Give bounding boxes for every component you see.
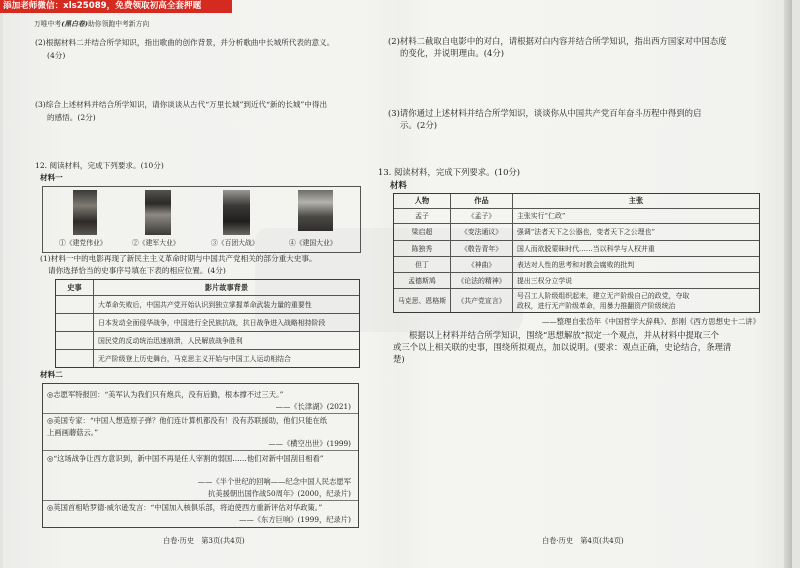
claim-cell — [512, 289, 759, 312]
person-cell: 梁启超 — [411, 228, 433, 236]
q11-3-line-1: (3)综合上述材料并结合所学知识，请你谈谈从古代“万里长城”到近代“新的长城”中得出 — [35, 100, 328, 109]
work-cell: 《变法通议》 — [450, 224, 512, 240]
table-header-row — [394, 194, 759, 208]
table-row — [394, 223, 759, 240]
person-cell: 但丁 — [415, 260, 429, 269]
work-cell: 《论法的精神》 — [450, 273, 512, 288]
table-row — [394, 240, 759, 256]
claim-line: 政权，进行无产阶级革命，用暴力推翻资产阶级统治 — [517, 301, 676, 310]
film-dialogue-box — [42, 383, 359, 528]
quote-text: ◎“这场战争让西方意识到，新中国不再是任人宰割的弱国……他们对新中国刮目相看” — [47, 454, 324, 463]
film-background-table — [55, 279, 360, 368]
q11-3-line-2: 的感悟。(2分) — [47, 113, 96, 122]
film-background-cell: 大革命失败后，中国共产党开始认识到独立掌握革命武装力量的重要性 — [93, 296, 359, 313]
q12-2-line-2: 的变化，并说明理由。(4分) — [400, 48, 504, 58]
quote-source: 抗美援朝出国作战50周年》(2000，纪录片) — [207, 489, 351, 498]
poster-caption: ③《百团大战》 — [211, 239, 259, 247]
event-answer-cell — [56, 296, 93, 313]
event-answer-cell — [56, 314, 93, 331]
person-cell: 陈独秀 — [411, 244, 433, 253]
claim-cell: 国人而欲脱蒙昧时代……当以科学与人权并重 — [512, 241, 759, 256]
work-cell: 《敬告青年》 — [450, 241, 512, 256]
q12-3-line-2: 示。(2分) — [400, 120, 437, 130]
poster-caption: ①《建党伟业》 — [59, 239, 107, 247]
q13-prompt-line-3: 楚) — [393, 354, 405, 364]
poster-caption: ②《建军大业》 — [132, 239, 180, 247]
poster-caption: ④《建国大业》 — [289, 239, 337, 247]
divider — [43, 500, 358, 501]
table-header-cell: 人物 — [414, 196, 430, 205]
quote-text: 上画画蘑菇云。” — [47, 428, 99, 437]
claim-cell: 提出三权分立学说 — [512, 273, 759, 288]
table-row — [394, 288, 759, 312]
material-2-label: 材料二 — [40, 370, 63, 379]
claim-cell: 强调“法者天下之公器也，变者天下之公理也” — [512, 224, 759, 240]
q11-2-line-1: (2)根据材料二并结合所学知识，指出歌曲的创作背景，并分析歌曲中长城所代表的意义。 — [35, 38, 335, 47]
table-header-cell: 主张 — [512, 194, 759, 208]
table-row — [56, 313, 359, 331]
movie-poster-image — [73, 190, 97, 235]
thinkers-table — [393, 193, 760, 313]
film-background-cell: 无产阶级登上历史舞台，马克思主义开始与中国工人运动相结合 — [93, 350, 359, 367]
page-footer-left: 白卷·历史 第3页(共4页) — [163, 536, 245, 545]
table-row — [394, 256, 759, 272]
claim-line: 号召工人阶级组织起来，建立无产阶级自己的政党，夺取 — [517, 291, 690, 300]
quote-text: ◎英国首相哈罗德·威尔逊发言：“中国加入核俱乐部，将迫使西方重新评估对华政策。” — [47, 503, 323, 512]
q13-prompt-line-2: 或三个以上相关联的史事，围绕所拟观点，加以说明。(要求：观点正确，史论结合，条理清 — [393, 342, 732, 352]
work-cell: 《共产党宣言》 — [450, 289, 512, 312]
person-cell: 孟子 — [415, 212, 429, 220]
q13-source-note: ——整理自张岱年《中国哲学大辞典》、彭刚《西方思想史十二讲》 — [541, 317, 760, 326]
claim-cell: 主张实行“仁政” — [512, 209, 759, 223]
person-cell: 孟德斯鸠 — [408, 276, 436, 285]
quote-source: ——《长津湖》(2021) — [275, 402, 351, 411]
table-row — [394, 272, 759, 288]
film-background-cell: 日本发动全面侵华战争，中国进行全民族抗战，抗日战争进入战略相持阶段 — [93, 314, 359, 331]
q12-2-line-1: (2)材料二截取自电影中的对白，请根据对白内容并结合所学知识，指出西方国家对中国态度 — [388, 36, 727, 46]
quote-source: ——《半个世纪的回响——纪念中国人民志愿军 — [197, 477, 351, 486]
claim-cell: 表达对人性的思考和对教会腐败的批判 — [512, 257, 759, 272]
table-header-row — [56, 280, 359, 295]
q12-1-line-2: 请你选择恰当的史事序号填在下表的相应位置。(4分) — [48, 266, 226, 275]
q12-3-line-1: (3)请你通过上述材料并结合所学知识，谈谈你从中国共产党百年奋斗历程中得到的启 — [388, 108, 702, 118]
quote-source: ——《东方巨响》(1999，纪录片) — [239, 515, 351, 524]
table-row — [56, 349, 359, 367]
q13-title: 13. 阅读材料，完成下列要求。(10分) — [378, 167, 521, 177]
divider — [43, 413, 358, 414]
table-header-cell: 影片故事背景 — [93, 280, 359, 295]
person-cell: 马克思、恩格斯 — [397, 296, 447, 305]
quote-source: ——《横空出世》(1999) — [268, 439, 351, 448]
q13-material-label: 材料 — [390, 180, 407, 190]
quote-text: ◎美国专家：“中国人想造原子弹？他们连计算机都没有！没有苏联援助，他们只能在纸 — [47, 416, 328, 425]
table-row — [56, 331, 359, 349]
film-background-cell: 国民党的反动统治迅速崩溃，人民解放战争胜利 — [93, 332, 359, 349]
promo-banner: 添加老师微信：xls25089，免费领取初高全套押题 — [0, 0, 232, 13]
table-header-cell: 史事 — [67, 282, 82, 292]
header-brand: 万唯中考 — [34, 20, 62, 28]
movie-poster-image — [223, 190, 250, 235]
table-row — [394, 208, 759, 223]
event-answer-cell — [56, 332, 93, 349]
event-answer-cell — [56, 350, 93, 367]
quote-text: ◎志愿军特报回：“美军认为我们只有炮兵，没有后勤，根本撑不过三天。” — [47, 390, 284, 399]
q12-title: 12. 阅读材料，完成下列要求。(10分) — [35, 161, 164, 170]
q12-1-line-1: (1)材料一中的电影再现了新民主主义革命时期与中国共产党相关的部分重大史事。 — [40, 254, 317, 263]
table-header-cell: 作品 — [450, 194, 512, 208]
table-row — [56, 295, 359, 313]
page-footer-right: 白卷·历史 第4页(共4页) — [542, 536, 624, 545]
movie-poster-image — [298, 190, 333, 231]
header-slogan: 助你领跑中考新方向 — [88, 20, 150, 28]
movie-poster-strip — [42, 186, 361, 253]
q11-2-line-2: (4分) — [47, 51, 66, 60]
work-cell: 《孟子》 — [450, 209, 512, 223]
movie-poster-image — [145, 190, 171, 235]
work-cell: 《神曲》 — [450, 257, 512, 272]
header-badge: (黑白卷) — [61, 20, 89, 28]
scan-edge — [784, 0, 792, 568]
q13-prompt-line-1: 根据以上材料并结合所学知识，围绕“思想解放”拟定一个观点，并从材料中提取三个 — [409, 330, 720, 340]
page-header — [34, 19, 149, 30]
material-1-label: 材料一 — [40, 173, 63, 182]
divider — [43, 450, 358, 451]
